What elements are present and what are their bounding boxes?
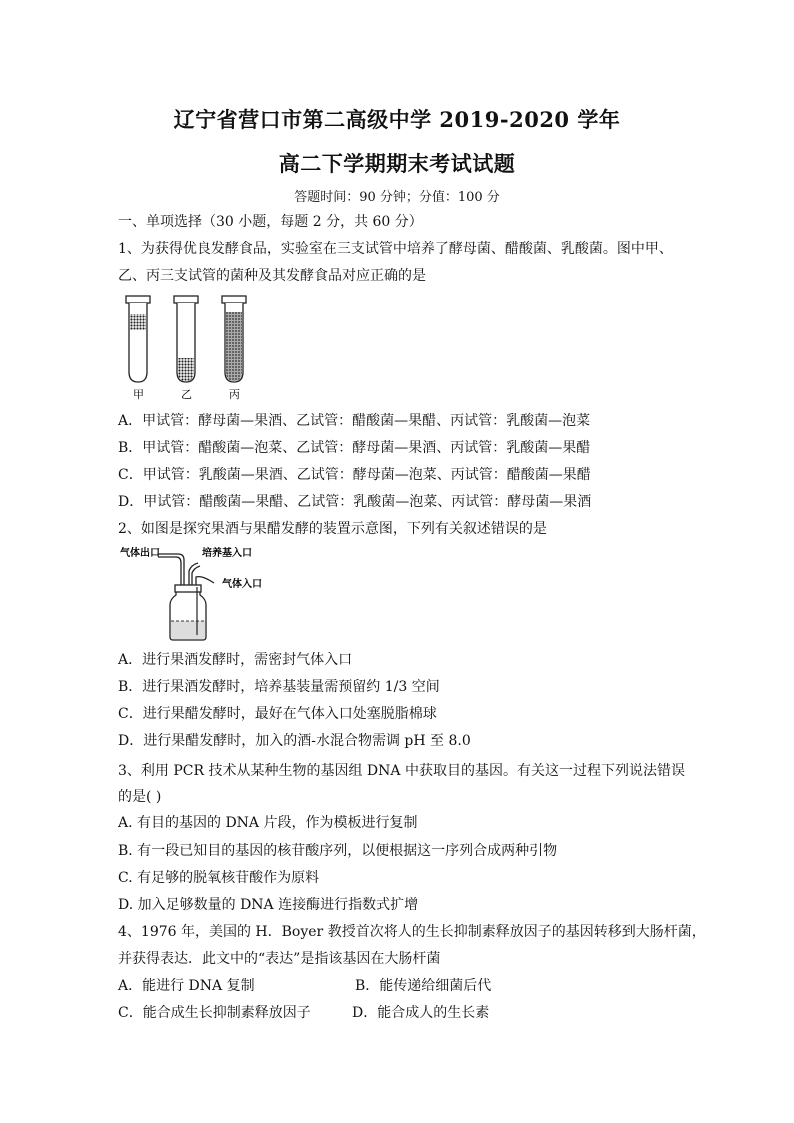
q1-option-c: C．甲试管：乳酸菌—果酒、乙试管：酵母菌—泡菜、丙试管：醋酸菌—果醋 <box>118 467 591 483</box>
q1-option-a: A．甲试管：酵母菌—果酒、乙试管：醋酸菌—果醋、丙试管：乳酸菌—泡菜 <box>118 413 591 429</box>
q2-option-b: B．进行果酒发酵时，培养基装量需预留约 1/3 空间 <box>118 679 440 695</box>
q3-stem-line2: 的是( ) <box>118 789 162 805</box>
tube-bing <box>222 296 246 382</box>
tube-label-yi: 乙 <box>181 388 192 401</box>
tube-label-bing: 丙 <box>229 388 240 401</box>
q1-stem-line2: 乙、丙三支试管的菌种及其发酵食品对应正确的是 <box>118 268 426 284</box>
label-gas-outlet: 气体出口 <box>120 548 160 559</box>
section-heading: 一、单项选择（30 小题，每题 2 分，共 60 分） <box>118 214 423 230</box>
q4-option-b: B．能传递给细菌后代 <box>355 978 492 994</box>
q3-option-d: D. 加入足够数量的 DNA 连接酶进行指数式扩增 <box>118 897 419 913</box>
fermentation-apparatus-figure <box>118 545 288 645</box>
tube-jia <box>126 296 150 382</box>
q2-option-a: A．进行果酒发酵时，需密封气体入口 <box>118 652 353 668</box>
q3-option-b: B. 有一段已知目的基因的核苷酸序列，以便根据这一序列合成两种引物 <box>118 843 558 859</box>
exam-title-line2: 高二下学期期末考试试题 <box>278 151 516 176</box>
tube-label-jia: 甲 <box>133 388 144 401</box>
label-gas-inlet: 气体入口 <box>222 579 262 590</box>
q4-stem-line1: 4、1976 年，美国的 H．Boyer 教授首次将人的生长抑制素释放因子的基因转移到大肠杆菌， <box>118 924 706 940</box>
exam-title-line1: 辽宁省营口市第二高级中学 2019-2020 学年 <box>173 107 621 132</box>
q4-option-d: D．能合成人的生长素 <box>352 1005 490 1021</box>
q3-stem-line1: 3、利用 PCR 技术从某种生物的基因组 DNA 中获取目的基因。有关这一过程下列说法错误 <box>118 763 685 779</box>
q3-option-c: C. 有足够的脱氧核苷酸作为原料 <box>118 870 320 886</box>
q1-option-b: B．甲试管：醋酸菌—泡菜、乙试管：酵母菌—果酒、丙试管：乳酸菌—果醋 <box>118 440 591 456</box>
q1-stem-line1: 1、为获得优良发酵食品，实验室在三支试管中培养了酵母菌、醋酸菌、乳酸菌。图中甲、 <box>118 241 673 257</box>
tube-yi <box>174 296 198 382</box>
q4-option-c: C．能合成生长抑制素释放因子 <box>118 1005 311 1021</box>
q2-option-d: D．进行果醋发酵时，加入的酒-水混合物需调 pH 至 8.0 <box>118 733 471 749</box>
label-medium-inlet: 培养基入口 <box>202 548 252 559</box>
q4-option-a: A．能进行 DNA 复制 <box>118 978 255 994</box>
exam-info: 答题时间：90 分钟；分值：100 分 <box>294 190 500 205</box>
test-tubes-figure <box>118 294 278 404</box>
q1-option-d: D．甲试管：醋酸菌—果醋、乙试管：乳酸菌—泡菜、丙试管：酵母菌—果酒 <box>118 494 592 510</box>
q2-option-c: C．进行果醋发酵时，最好在气体入口处塞脱脂棉球 <box>118 706 437 722</box>
q3-option-a: A. 有目的基因的 DNA 片段，作为模板进行复制 <box>118 815 418 831</box>
q2-stem: 2、如图是探究果酒与果醋发酵的装置示意图，下列有关叙述错误的是 <box>118 521 547 537</box>
q4-stem-line2: 并获得表达．此文中的“表达”是指该基因在大肠杆菌 <box>118 951 441 967</box>
